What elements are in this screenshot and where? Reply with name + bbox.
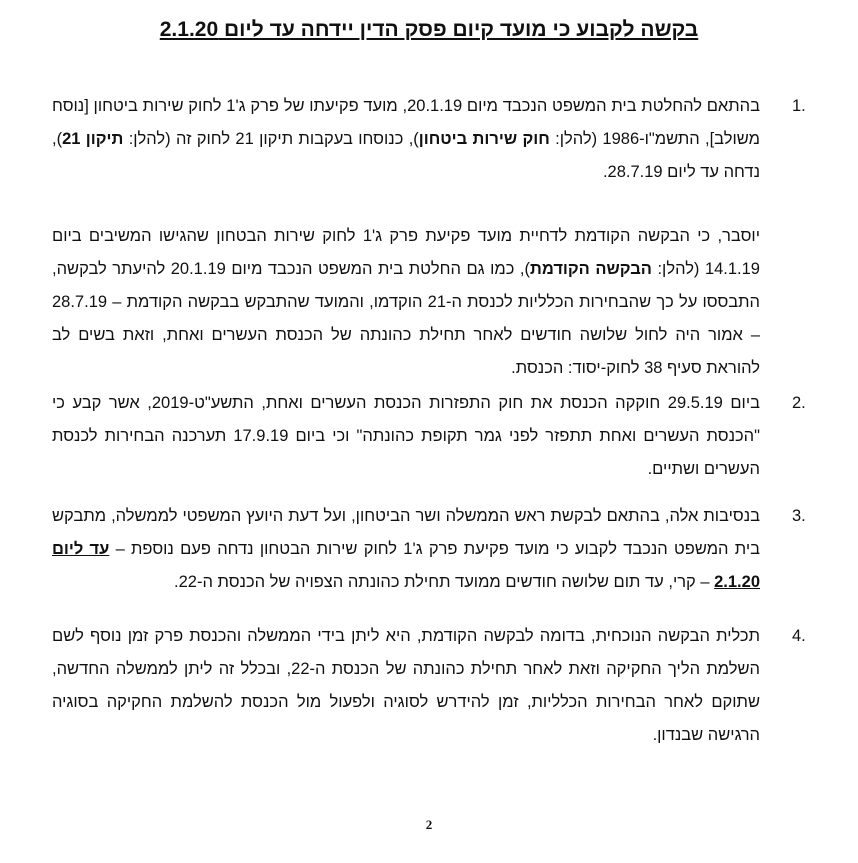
paragraph-text: ביום 29.5.19 חוקקה הכנסת את חוק התפזרות הכנסת העשרים ואחת, התשע"ט-2019, אשר קבע כי "הכנסת העשרים ואחת תתפזר לפני גמר תקופת כהונתה" וכי ביום 17.9.19 תערכנה הבחירות לכנסת העשרים ושתיים. [52,394,760,478]
paragraph-text: בהתאם להחלטת בית המשפט הנכבד מיום 20.1.19, מועד פקיעתו של פרק ג'1 לחוק שירות ביטחון [נוסח משולב], התשמ"ו-1986 (להלן: [52,97,760,148]
paragraph-text: ), כנוסחו בעקבות תיקון 21 לחוק זה (להלן: [123,130,419,148]
page-number: 2 [425,817,433,832]
paragraph [52,500,760,599]
paragraph-text: בנסיבות אלה, בהתאם לבקשת ראש הממשלה ושר הביטחון, ועל דעת היועץ המשפטי לממשלה, מתבקש בית המשפט הנכבד לקבוע כי מועד פקיעת פרק ג'1 לחוק שירות הבטחון נדחה פעם נוספת – [52,507,760,558]
paragraph [52,220,760,385]
defined-term: חוק שירות ביטחון [418,130,550,148]
paragraph-number: 2. [792,394,806,412]
paragraph [52,90,760,189]
paragraph-text: תכלית הבקשה הנוכחית, בדומה לבקשה הקודמת, היא ליתן בידי הממשלה והכנסת פרק זמן נוסף לשם השלמת הליך החקיקה וזאת לאחר תחילת כהונתה של הכנסת ה-22, ובכלל זה ליתן לממשלה החדשה, שתוקם לאחר הבחירות הכלליות, זמן להידרש לסוגיה ולפעול מול הכנסת להשלמת החקיקה בסוגיה הרגישה שבנדון. [52,627,760,744]
paragraph-text: – קרי, עד תום שלושה חודשים ממועד תחילת כהונתה הצפויה של הכנסת ה-22. [174,573,715,591]
document-title: בקשה לקבוע כי מועד קיום פסק הדין יידחה עד ליום 2.1.20 [159,18,699,41]
paragraph-text: ), כמו גם החלטת בית המשפט הנכבד מיום 20.1.19 להיעתר לבקשה, התבססו על כך שהבחירות הכלליות לכנסת ה-21 הוקדמו, והמועד שהתבקש בבקשה הקודמת – 28.7.19 – אמור היה לחול שלושה חודשים לאחר תחילת כהונתה של הכנסת העשרים ואחת, וזאת בשים לב להוראת סעיף 38 לחוק-יסוד: הכנסת. [52,260,760,377]
paragraph-text: ), נדחה עד ליום 28.7.19. [52,130,760,181]
paragraph-text: יוסבר, כי הבקשה הקודמת לדחיית מועד פקיעת פרק ג'1 לחוק שירות הבטחון שהגישו המשיבים ביום 14.1.19 (להלן: [52,227,760,278]
paragraph-number: 1. [792,97,806,115]
paragraph-number: 4. [792,627,806,645]
defined-term: עד ליום 2.1.20 [52,540,760,591]
paragraph-number: 3. [792,507,806,525]
defined-term: תיקון 21 [62,130,124,148]
defined-term: הבקשה הקודמת [529,260,652,278]
paragraph [52,387,760,486]
paragraph [52,620,760,752]
